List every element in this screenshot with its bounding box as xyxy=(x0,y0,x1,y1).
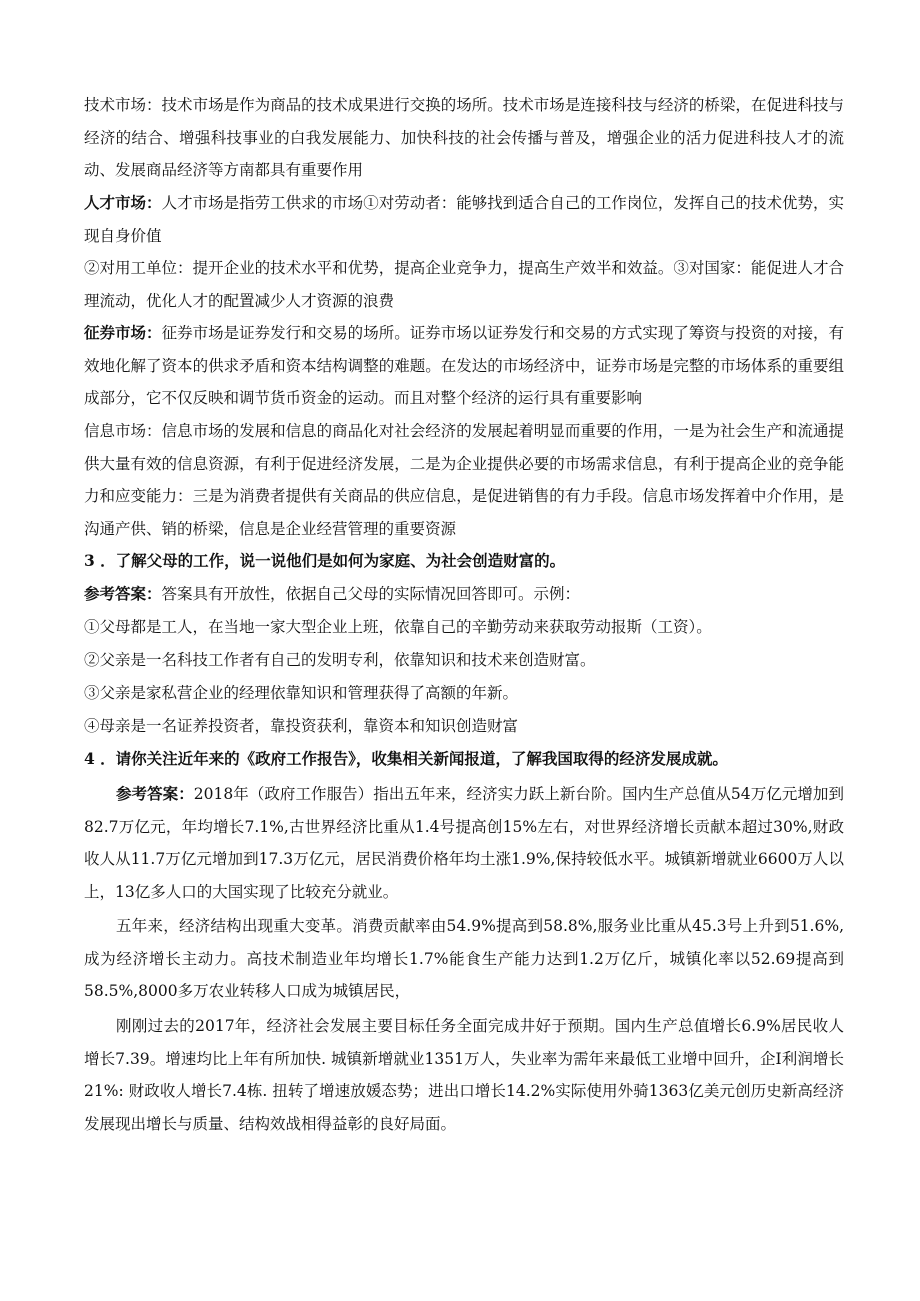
talent-market-text-2: ②对用工单位：提开企业的技术水平和优势，提高企业竞争力，提高生产效半和效益。③对国家：能促进人才合理流动，优化人才的配置减少人才资源的浪费 xyxy=(84,259,844,310)
question-3: 3 ．了解父母的工作，说一说他们是如何为家庭、为社会创造财富的。 xyxy=(84,551,566,570)
q3-item-3: ③父亲是家私营企业的经理依靠知识和管理获得了高额的年新。 xyxy=(84,684,519,702)
talent-market-paragraph xyxy=(84,187,844,252)
securities-market-text: 征券市场是证券发行和交易的场所。证券市场以证券发行和交易的方式实现了筹资与投资的对接，有效地化解了资本的供求矛盾和资本结构调整的难题。在发达的市场经济中，证券市场是完整的市场体系的重要组成部分，它不仅反映和调节货币资金的运动。而且对整个经济的运行具有重要影响 xyxy=(84,324,844,408)
talent-market-text: 人才市场是指劳工供求的市场①对劳动者：能够找到适合自己的工作岗位，发挥自己的技术优势，实现自身价值 xyxy=(84,194,844,245)
q4-answer-text-1: 2018年（政府工作服告）指出五年来，经济实力跃上新台阶。国内生产总值从54万亿元增加到82.7万亿元，年均增长7.1%,古世界经济比重从1.4号提高创15%左右，对世界经济增长贡献本超过30%,财政收人从11.7万亿元增加到17.3万亿元，居民消费价格年均土涨1.9%,保持较低水平。城镇新增就业6600万人以上，13亿多人口的大国实现了比较充分就业。 xyxy=(84,785,844,901)
q4-answer-paragraph-3: 刚刚过去的2017年，经济社会发展主要目标任务全面完成井好于预期。国内生产总值增长6.9%居民收人增长7.39。增速均比上年有所加快. 城镇新增就业1351万人，失业率为需年来最低工业增中回升，企I利润增长21%: 财政收人增长7.4栋. 扭转了增速放媛态势；进出口增长14.2%实际使用外骑1363亿美元创历史新高经济发展现出增长与质量、结构效战相得益彰的良好局面。 xyxy=(84,1017,844,1133)
securities-market-paragraph xyxy=(84,317,844,415)
q3-answer-intro: 答案具有开放性，依据自己父母的实际情况回答即可。示例： xyxy=(161,585,581,603)
info-market-paragraph xyxy=(84,415,844,545)
q3-item-1: ①父母都是工人，在当地一家大型企业上班，依靠自己的辛勤劳动来获取劳动报斯（工资）。 xyxy=(84,618,712,636)
q3-answer-label: 参考答案： xyxy=(84,584,162,603)
tech-market-paragraph xyxy=(84,89,844,187)
question-4: 4 ．请你关注近年来的《政府工作报告》，收集相关新闻报道，了解我国取得的经济发展成就。 xyxy=(84,749,728,768)
securities-market-label: 征券市场： xyxy=(84,323,162,342)
talent-market-label: 人才市场： xyxy=(84,193,162,212)
q3-item-4: ④母亲是一名证养投资者，靠投资获利，靠资本和知识创造财富 xyxy=(84,717,519,735)
q4-answer-paragraph-1 xyxy=(84,778,844,908)
q3-answer xyxy=(84,578,844,611)
q4-answer-label: 参考答案： xyxy=(116,784,194,803)
q4-answer-paragraph-2: 五年来，经济结构出现重大变革。消费贡献率由54.9%提高到58.8%,服务业比重从45.3号上升到51.6%,成为经济增长主动力。高技术制造业年均增长1.7%能食生产能力达到1.2万亿斤，城镇化率以52.69提高到58.5%,8000多万农业转移人口成为城镇居民， xyxy=(84,917,844,1001)
q3-item-2: ②父亲是一名科技工作者有自己的发明专利，依靠知识和技术来创造财富。 xyxy=(84,651,596,669)
talent-market-paragraph-2 xyxy=(84,252,844,317)
tech-market-text: 技术市场：技术市场是作为商品的技术成果进行交换的场所。技术市场是连接科技与经济的桥梁，在促进科技与经济的结合、增强科技事业的白我发展能力、加快科技的社会传播与普及，增强企业的活力促进科技人才的流动、发展商品经济等方南都具有重要作用 xyxy=(84,96,844,180)
info-market-text: 信息市场：信息市场的发展和信息的商品化对社会经济的发展起着明显而重要的作用，一是为社会生产和流通提供大量有效的信息资源，有利于促进经济发展，二是为企业提供必要的市场需求信息，有利于提高企业的竞争能力和应变能力：三是为消费者提供有关商品的供应信息，是促进销售的有力手段。信息市场发挥着中介作用，是沟通产供、销的桥梁，信息是企业经营管理的重要资源 xyxy=(84,422,844,538)
